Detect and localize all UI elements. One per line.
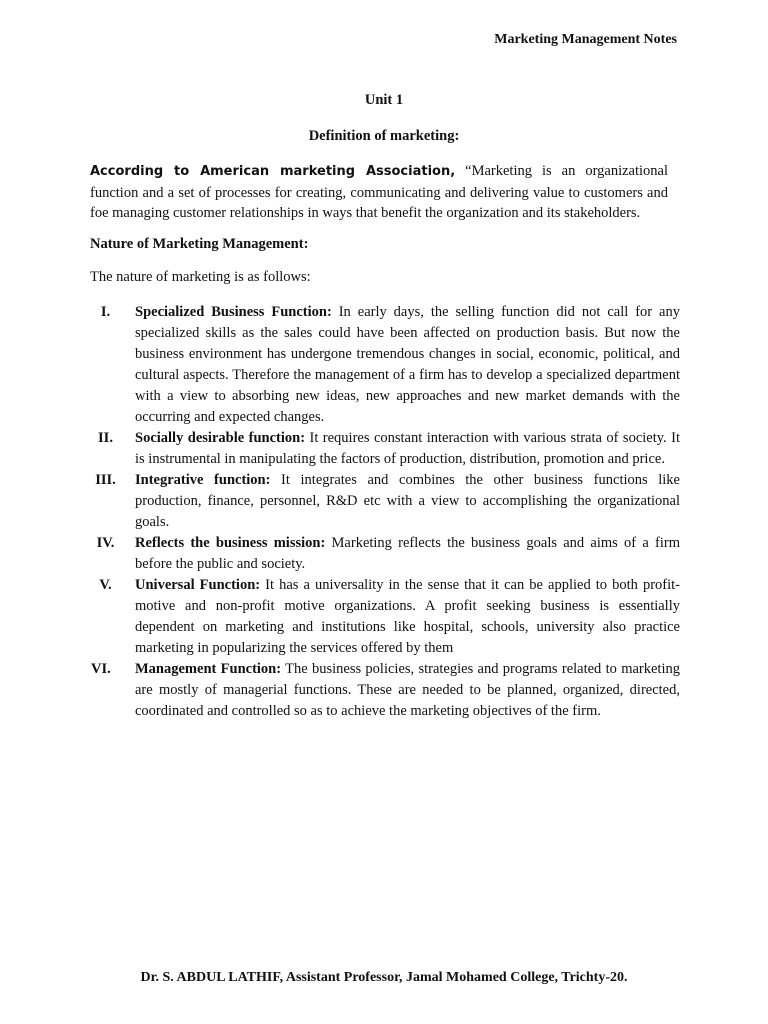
item-title: Specialized Business Function: <box>135 304 332 320</box>
item-text: It has a universality in the sense that it can be applied to both profit-motive and non-profit motive organizations. A profit seeking business is essentially dependent on marketing and institutions like hospital, schools, university also practice marketing in popularizing the services offered by them <box>135 577 680 656</box>
item-body <box>135 428 680 470</box>
list-item <box>90 428 680 470</box>
item-numeral: I. <box>100 304 111 320</box>
page-footer: Dr. S. ABDUL LATHIF, Assistant Professor, Jamal Mohamed College, Trichty-20. <box>140 970 628 985</box>
item-text: The business policies, strategies and programs related to marketing are mostly of managerial functions. These are needed to be planned, organized, directed, coordinated and controlled so as to achieve the marketing objectives of the firm. <box>135 661 680 719</box>
list-item <box>90 575 680 659</box>
item-numeral: III. <box>95 472 116 488</box>
list-item <box>90 470 680 533</box>
item-numeral: IV. <box>96 535 115 551</box>
item-numeral: VI. <box>91 661 111 677</box>
definition-text: “Marketing is an organizational function and a set of processes for creating, communicating and delivering value to customers and foe managing customer relationships in ways that benefit the organization and its stakeholders. <box>90 163 668 221</box>
item-title: Management Function: <box>135 661 282 677</box>
definition-paragraph <box>90 161 668 224</box>
item-title: Socially desirable function: <box>135 430 306 446</box>
definition-source: According to American marketing Association, <box>90 164 456 179</box>
item-body <box>135 302 680 428</box>
item-body <box>135 470 680 533</box>
nature-heading: Nature of Marketing Management: <box>90 236 309 252</box>
item-title: Reflects the business mission: <box>135 535 326 551</box>
item-title: Universal Function: <box>135 577 261 593</box>
item-text: In early days, the selling function did not call for any specialized skills as the sales could have been affected on production basis. But now the business environment has undergone tremendous changes in social, economic, political, and cultural aspects. Therefore the management of a firm has to develop a specialized department with a view to absorbing new ideas, new approaches and new market demands with the occurring and expected changes. <box>135 304 680 425</box>
definition-heading: Definition of marketing: <box>308 128 460 144</box>
nature-list <box>90 302 680 722</box>
list-item <box>90 533 680 575</box>
item-body <box>135 659 680 722</box>
page-header: Marketing Management Notes <box>494 32 677 47</box>
item-body <box>135 575 680 659</box>
item-text: It integrates and combines the other business functions like production, finance, personnel, R&D etc with a view to accomplishing the organizational goals. <box>135 472 680 530</box>
item-title: Integrative function: <box>135 472 271 488</box>
item-numeral: II. <box>98 430 113 446</box>
item-body <box>135 533 680 575</box>
item-numeral: V. <box>99 577 112 593</box>
nature-intro: The nature of marketing is as follows: <box>90 269 311 285</box>
item-text: It requires constant interaction with various strata of society. It is instrumental in manipulating the factors of production, distribution, promotion and price. <box>135 430 680 467</box>
item-text: Marketing reflects the business goals and aims of a firm before the public and society. <box>135 535 680 572</box>
unit-title: Unit 1 <box>364 92 404 108</box>
list-item <box>90 302 680 428</box>
list-item <box>90 659 680 722</box>
